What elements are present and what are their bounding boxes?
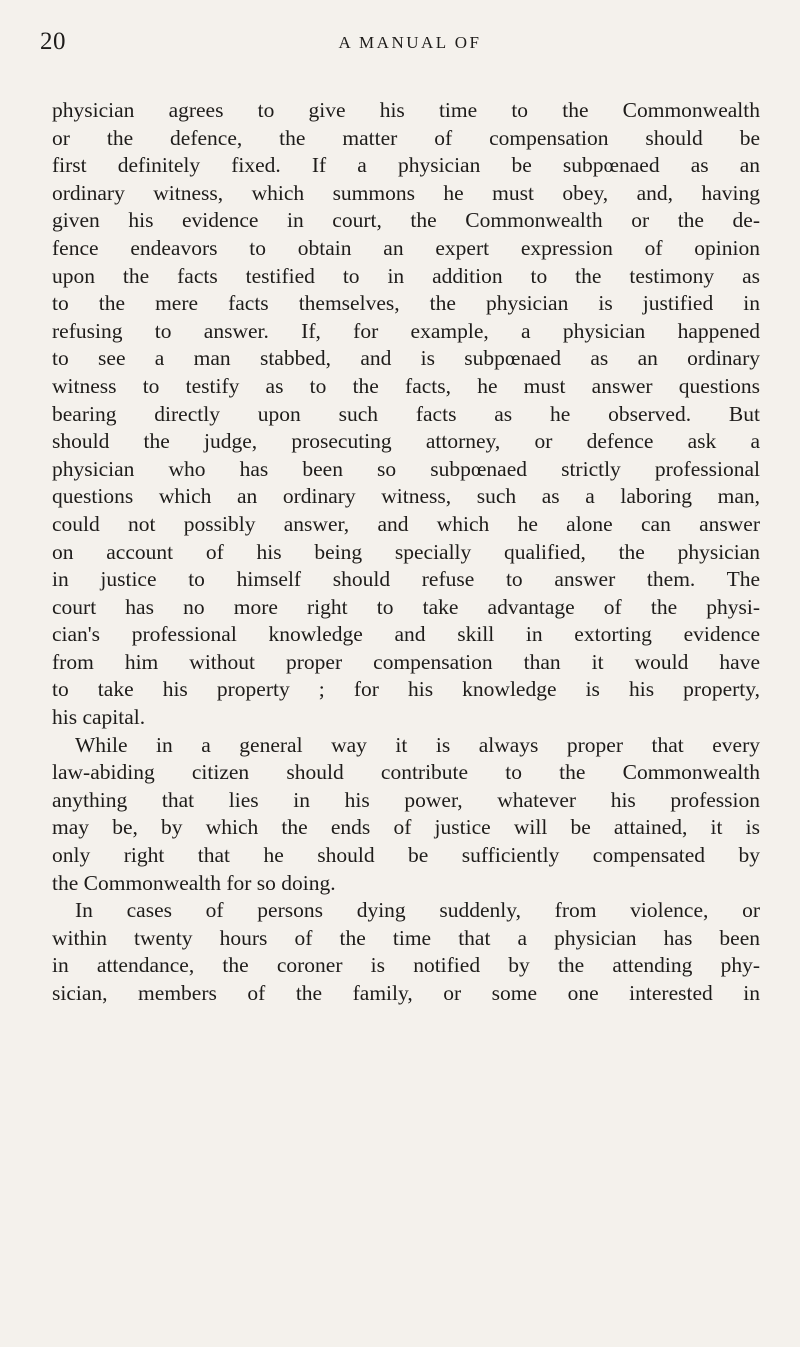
page-number: 20 [40,28,66,55]
text-line: given his evidence in court, the Commonwealth or the de- [52,208,760,233]
text-line: on account of his being specially qualified, the physician [52,539,760,564]
paragraph-start-line: While in a general way it is always proper that every [75,732,760,757]
text-line: only right that he should be sufficiently compensated by [52,843,760,868]
text-line: refusing to answer. If, for example, a physician happened [52,318,760,343]
running-head [40,28,760,68]
text-line: court has no more right to take advantage of the physi- [52,594,760,619]
text-line: in justice to himself should refuse to answer them. The [52,567,760,592]
text-line: to the mere facts themselves, the physician is justified in [52,291,760,316]
text-line: from him without proper compensation than it would have [52,649,760,674]
text-line: sician, members of the family, or some one interested in [52,981,760,1005]
text-line: witness to testify as to the facts, he must answer questions [52,373,760,398]
text-line: physician agrees to give his time to the Commonwealth [52,98,760,122]
text-line: first definitely fixed. If a physician be subpœnaed as an [52,153,760,178]
text-line: bearing directly upon such facts as he observed. But [52,401,760,426]
text-line: ordinary witness, which summons he must obey, and, having [52,180,760,205]
text-line: should the judge, prosecuting attorney, or defence ask a [52,429,760,454]
text-line: cian's professional knowledge and skill in extorting evidence [52,622,760,647]
text-line: physician who has been so subpœnaed strictly professional [52,456,760,481]
text-line: law-abiding citizen should contribute to the Commonwealth [52,760,760,785]
text-line: within twenty hours of the time that a physician has been [52,925,760,950]
text-line: could not possibly answer, and which he alone can answer [52,511,760,536]
text-line: fence endeavors to obtain an expert expression of opinion [52,235,760,260]
text-line: in attendance, the coroner is notified by the attending phy- [52,953,760,978]
body-text [52,97,760,1008]
text-line: or the defence, the matter of compensation should be [52,125,760,150]
running-title: A MANUAL OF [338,33,482,52]
paragraph-end-line: the Commonwealth for so doing. [52,870,336,895]
text-line: to see a man stabbed, and is subpœnaed as an ordinary [52,346,760,371]
text-line: upon the facts testified to in addition to the testimony as [52,263,760,288]
text-line: anything that lies in his power, whatever his profession [52,787,760,812]
text-line: to take his property ; for his knowledge is his property, [52,677,760,702]
text-line: questions which an ordinary witness, such as a laboring man, [52,484,760,509]
paragraph-end-line: his capital. [52,705,146,730]
text-line: may be, by which the ends of justice will be attained, it is [52,815,760,840]
paragraph-start-line: In cases of persons dying suddenly, from violence, or [75,898,760,923]
